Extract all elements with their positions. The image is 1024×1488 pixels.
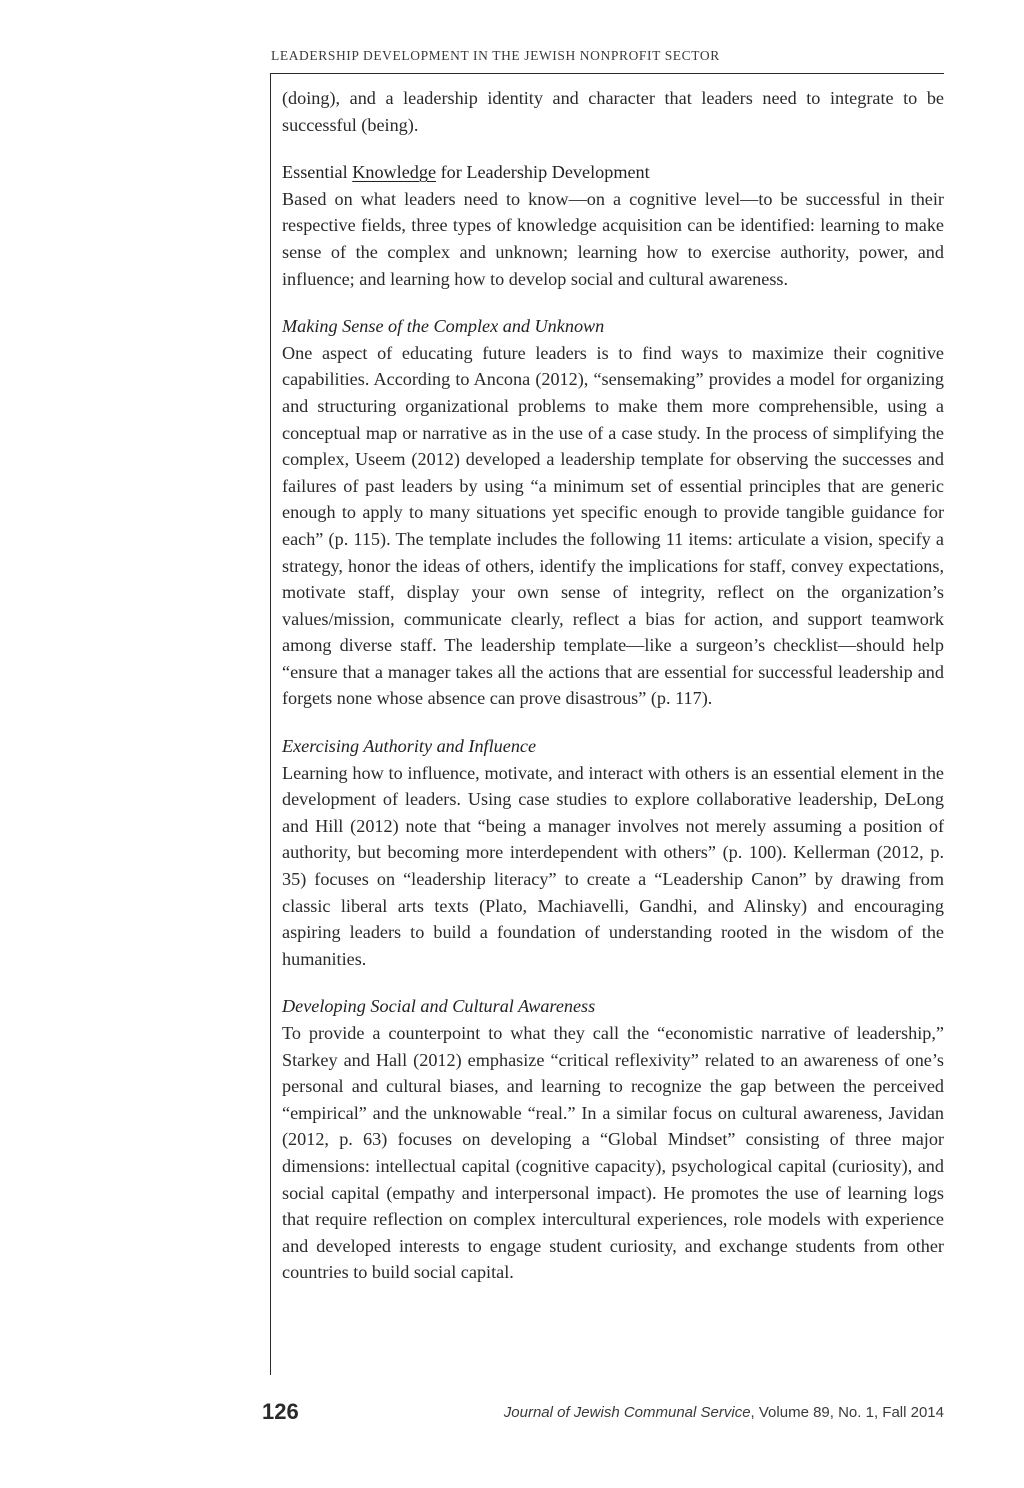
subsection-paragraph-authority: Learning how to influence, motivate, and interact with others is an essential element in the development of leaders. Using case studies to explore collaborative leadership, DeLong and Hill (2012) note that “being a manager involves not merely assuming a position of authority, but becoming more interdependent with others” (p. 100). Kellerman (2012, p. 35) focuses on “leadership literacy” to create a “Leadership Canon” by drawing from classic liberal arts texts (Plato, Machiavelli, Gandhi, and Alinsky) and encouraging aspiring leaders to build a foundation of understanding rooted in the wisdom of the humanities. (282, 762, 944, 969)
subsection-paragraph-awareness: To provide a counterpoint to what they call the “economistic narrative of leadership,” Starkey and Hall (2012) emphasize “critical reflexivity” related to an awareness of one’s personal and cultural biases, and learning to recognize the gap between the perceived “empirical” and the unknowable “real.” In a similar focus on cultural awareness, Javidan (2012, p. 63) focuses on developing a “Global Mindset” consisting of three major dimensions: intellectual capital (cognitive capacity), psychological capital (curiosity), and social capital (empathy and interpersonal impact). He promotes the use of learning logs that require reflection on complex intercultural experiences, role models with experience and developed interests to engage student curiosity, and exchange students from other countries to build social capital. (282, 1023, 944, 1283)
section-heading-keyword: Knowledge (352, 162, 437, 183)
journal-citation (504, 1404, 944, 1421)
running-head: LEADERSHIP DEVELOPMENT IN THE JEWISH NONPROFIT SECTOR (271, 48, 720, 63)
section-paragraph: Based on what leaders need to know—on a cognitive level—to be successful in their respective fields, three types of knowledge acquisition can be identified: learning to make sense of the complex and unknown; learning how to exercise authority, power, and influence; and learning how to develop social and cultural awareness. (282, 188, 944, 289)
subsection-heading-authority: Exercising Authority and Influence (282, 736, 537, 757)
section-heading (282, 159, 944, 186)
section-heading-suffix: for Leadership Development (436, 162, 650, 183)
page-number: 126 (262, 1399, 299, 1424)
subsection-heading-awareness: Developing Social and Cultural Awareness (282, 996, 596, 1017)
subsection-paragraph-sensemaking: One aspect of educating future leaders is to find ways to maximize their cognitive capabilities. According to Ancona (2012), “sensemaking” provides a model for organizing and structuring organizational problems to make them more comprehensible, using a conceptual map or narrative as in the use of a case study. In the process of simplifying the complex, Useem (2012) developed a leadership template for observing the successes and failures of past leaders by using “a minimum set of essential principles that are generic enough to apply to many situations yet specific enough to provide tangible guidance for each” (p. 115). The template includes the following 11 items: articulate a vision, specify a strategy, honor the ideas of others, identify the implications for staff, convey expectations, motivate staff, display your own sense of integrity, reflect on the organization’s values/mission, communicate clearly, reflect a bias for action, and support teamwork among diverse staff. The leadership template—like a surgeon’s checklist—should help “ensure that a manager takes all the actions that are essential for successful leadership and forgets none whose absence can prove disastrous” (p. 117). (282, 342, 944, 709)
header-rule (270, 73, 944, 74)
section-heading-prefix: Essential (282, 162, 353, 183)
subsection-heading-sensemaking: Making Sense of the Complex and Unknown (282, 316, 605, 337)
intro-paragraph: (doing), and a leadership identity and character that leaders need to integrate to be successful (being). (282, 88, 944, 135)
journal-title: Journal of Jewish Communal Service (503, 1404, 751, 1421)
article-body (282, 85, 944, 1286)
journal-details: , Volume 89, No. 1, Fall 2014 (750, 1404, 944, 1421)
margin-rule (270, 73, 271, 1375)
